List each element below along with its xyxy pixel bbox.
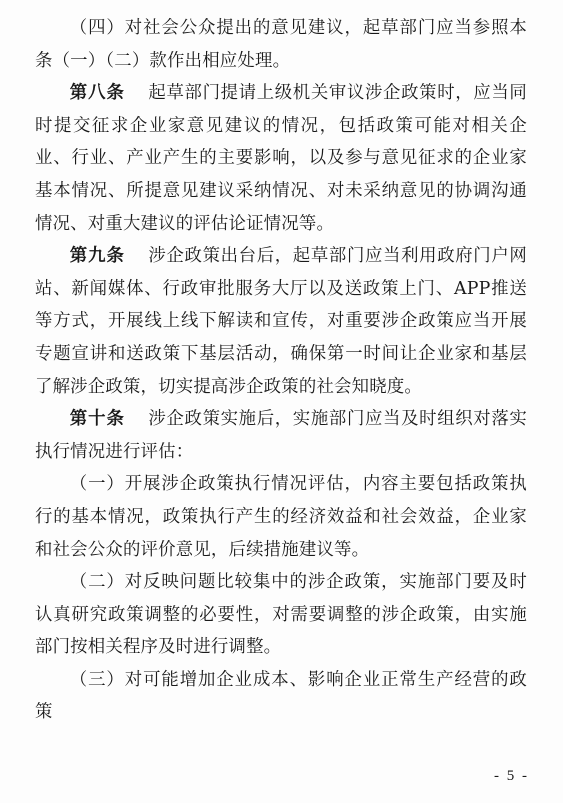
article-heading: 第八条 <box>69 83 125 104</box>
article-10 <box>35 403 527 468</box>
paragraph-item-4 <box>35 12 527 77</box>
paragraph-text: （四）对社会公众提出的意见建议，起草部门应当参照本条（一）（二）款作出相应处理。 <box>35 18 527 71</box>
article-heading: 第十条 <box>69 409 125 430</box>
paragraph-item-2 <box>35 566 527 664</box>
article-text: 起草部门提请上级机关审议涉企政策时，应当同时提交征求企业家意见建议的情况，包括政策可能对相关企业、行业、产业产生的主要影响，以及参与意见征求的企业家基本情况、所提意见建议采纳情况、对未采纳意见的协调沟通情况、对重大建议的评估论证情况等。 <box>35 83 527 234</box>
paragraph-item-3 <box>35 664 527 729</box>
paragraph-text: （三）对可能增加企业成本、影响企业正常生产经营的政策 <box>35 669 527 723</box>
article-9 <box>35 240 527 403</box>
article-8 <box>35 77 527 240</box>
paragraph-text: （二）对反映问题比较集中的涉企政策，实施部门要及时认真研究政策调整的必要性，对需要调整的涉企政策，由实施部门按相关程序及时进行调整。 <box>35 572 527 658</box>
paragraph-item-1 <box>35 468 527 566</box>
document-body <box>35 12 527 729</box>
article-heading: 第九条 <box>69 246 125 267</box>
article-text: 涉企政策实施后，实施部门应当及时组织对落实执行情况进行评估： <box>35 409 527 462</box>
paragraph-text: （一）开展涉企政策执行情况评估，内容主要包括政策执行的基本情况，政策执行产生的经济效益和社会效益，企业家和社会公众的评价意见，后续措施建议等。 <box>35 474 527 560</box>
page-number: - 5 - <box>494 768 529 784</box>
article-text: 涉企政策出台后，起草部门应当利用政府门户网站、新闻媒体、行政审批服务大厅以及送政策上门、APP推送等方式，开展线上线下解读和宣传，对重要涉企政策应当开展专题宣讲和送政策下基层活动，确保第一时间让企业家和基层了解涉企政策，切实提高涉企政策的社会知晓度。 <box>35 246 527 397</box>
